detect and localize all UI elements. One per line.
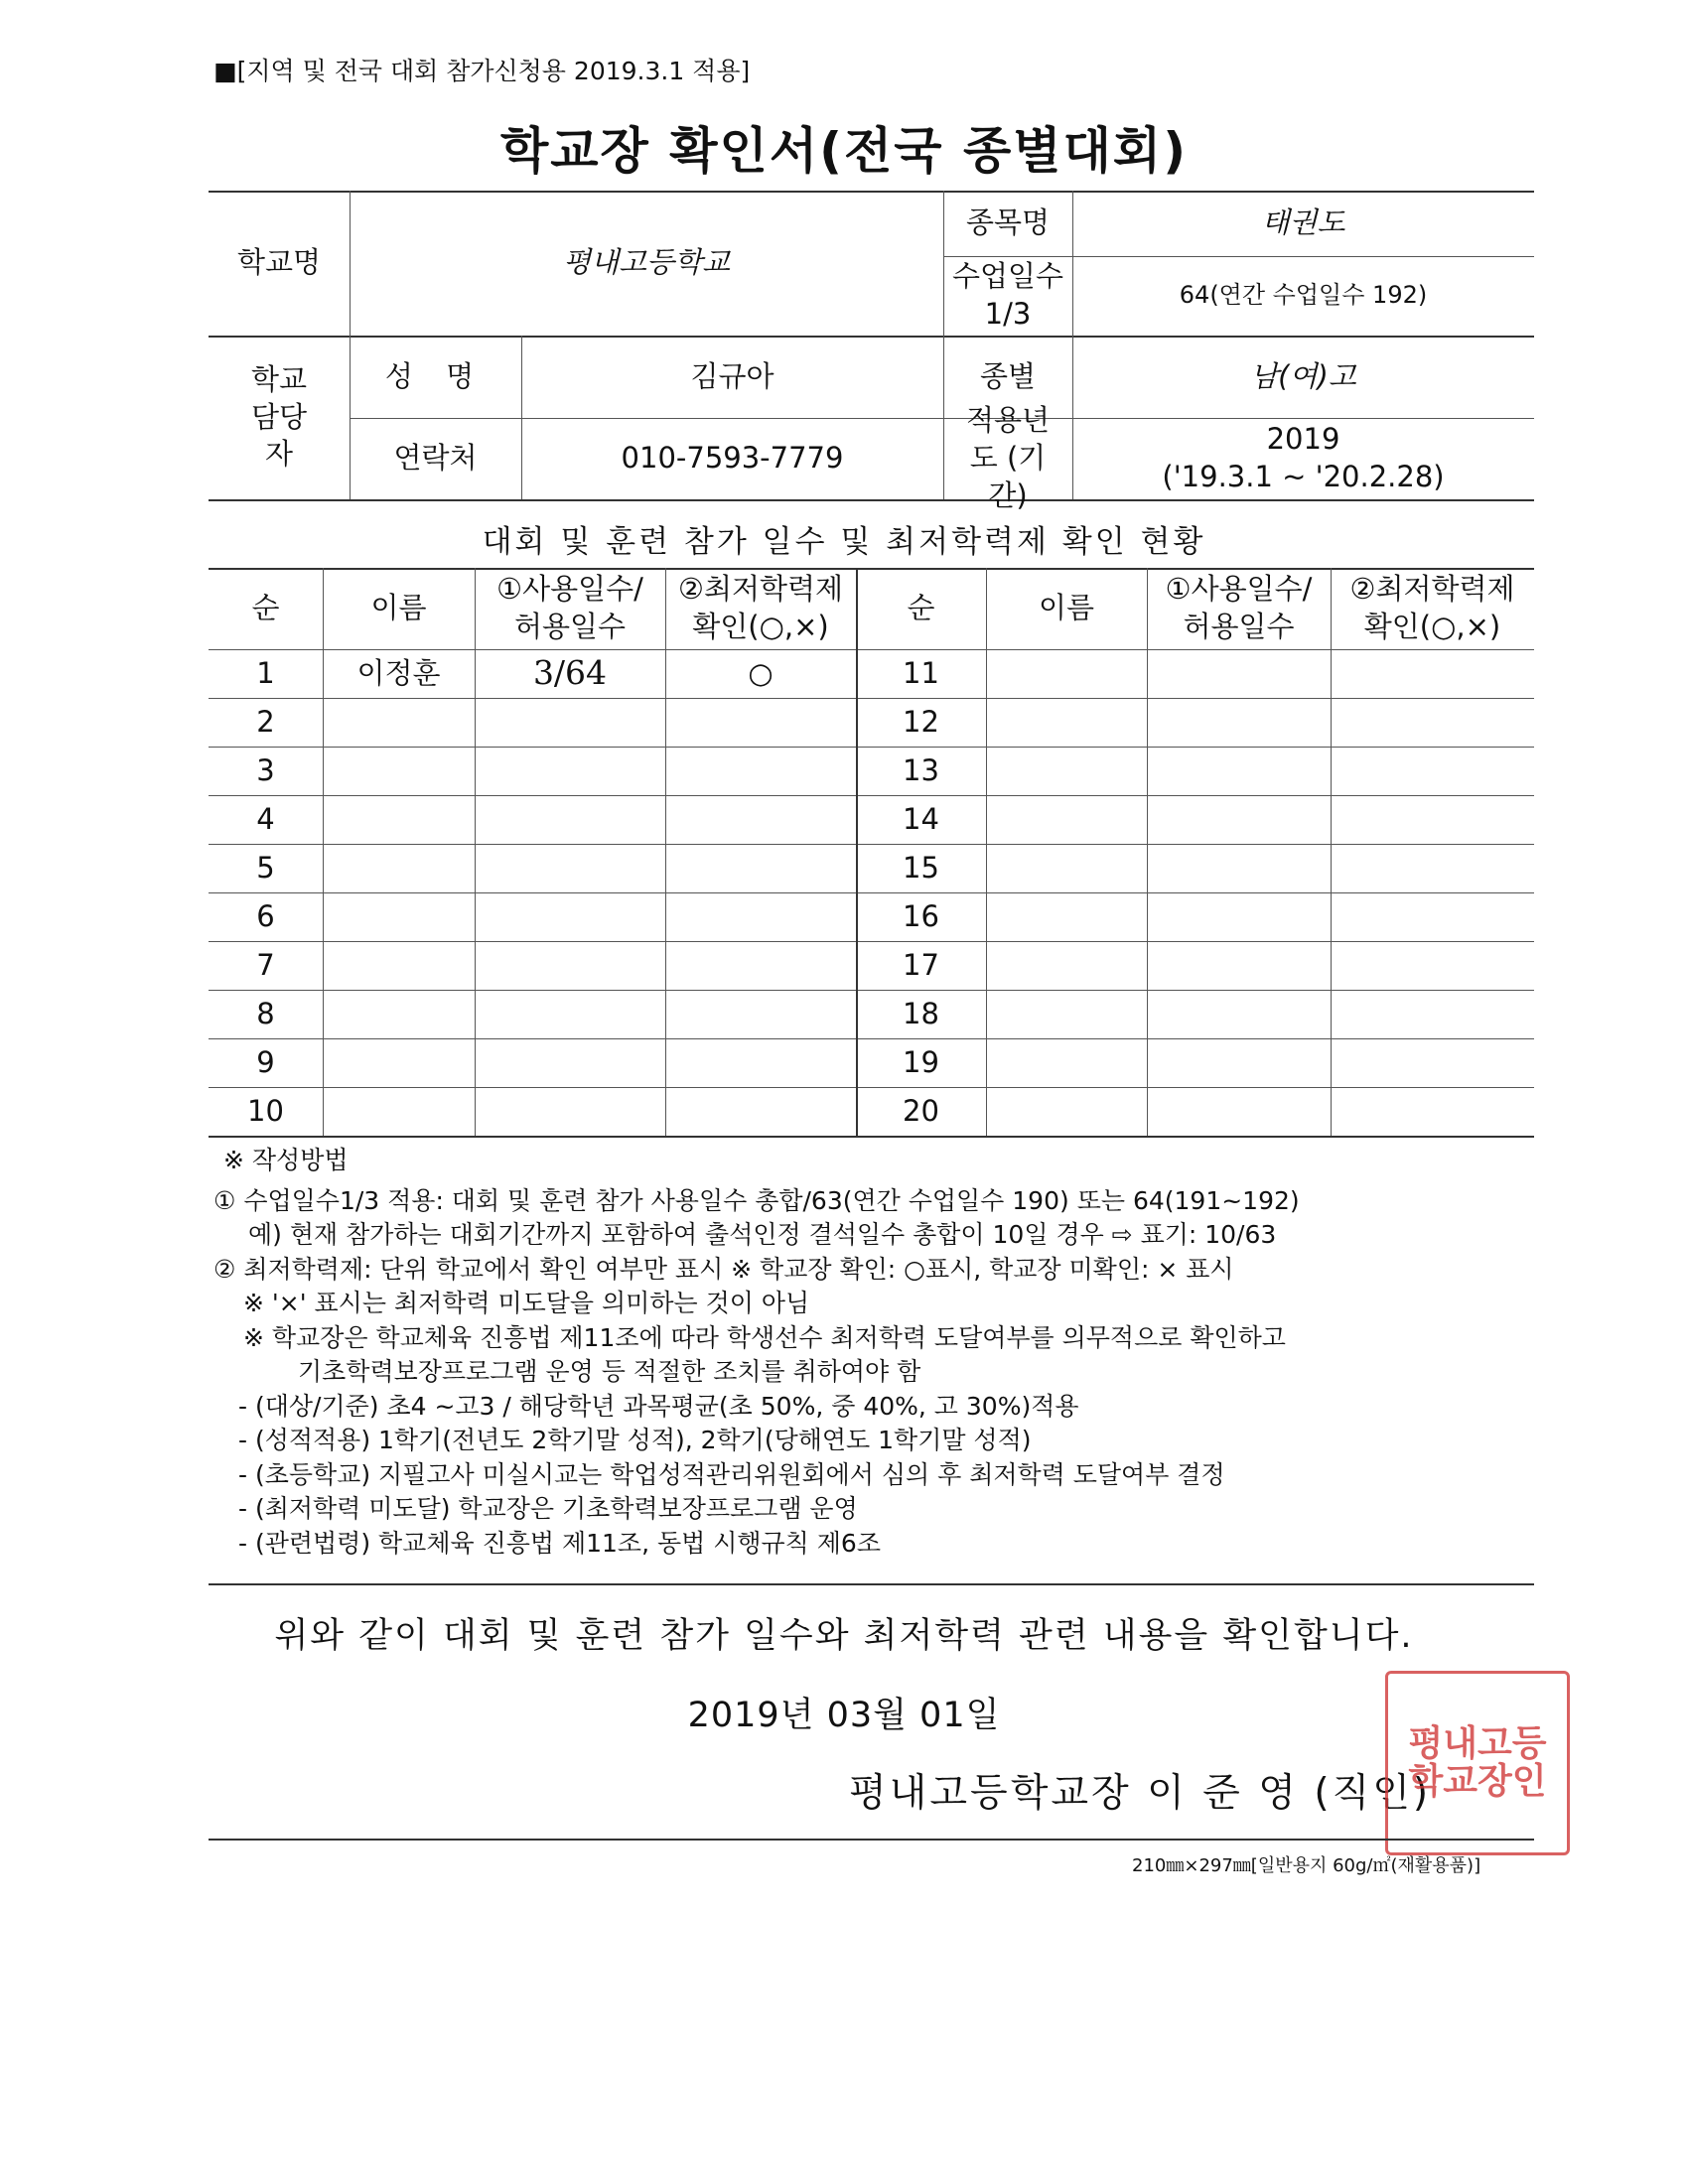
header-name: 이름	[370, 591, 427, 625]
note-line: - (초등학교) 지필고사 미실시교는 학업성적관리위원회에서 심의 후 최저학력 도달여부 결정	[238, 1459, 1225, 1489]
row-number: 14	[903, 801, 939, 836]
table-col-line	[1147, 568, 1148, 1136]
row-number: 13	[903, 752, 939, 787]
header-no: 순	[907, 591, 935, 625]
confirm-statement: 위와 같이 대회 및 훈련 참가 일수와 최저학력 관련 내용을 확인합니다.	[274, 1616, 1414, 1656]
footer-border	[209, 1839, 1534, 1841]
issue-date: 2019년 03월 01일	[687, 1696, 1001, 1735]
row-number: 11	[903, 655, 939, 690]
principal-signature: 평내고등학교장 이 준 영 (직인)	[849, 1771, 1432, 1816]
info-bottom-border	[209, 499, 1534, 501]
note-line: ② 최저학력제: 단위 학교에서 확인 여부만 표시 ※ 학교장 확인: ○표시, 학교장 미확인: × 표시	[213, 1254, 1234, 1284]
student-name: 이정훈	[356, 655, 441, 690]
period-value: ('19.3.1 ~ '20.2.28)	[1162, 460, 1445, 493]
row-number: 16	[903, 898, 939, 933]
official-seal: 평내고등 학교장인	[1385, 1671, 1570, 1855]
event-label: 종목명	[965, 205, 1051, 240]
notes-bottom-border	[209, 1583, 1534, 1585]
academic-check: ○	[748, 655, 774, 690]
row-number: 2	[256, 704, 275, 739]
header-days: ①사용일수/ 허용일수	[1165, 572, 1313, 643]
school-label: 학교명	[236, 245, 322, 280]
year-value: 2019	[1266, 422, 1340, 457]
note-line: - (관련법령) 학교체육 진흥법 제11조, 동법 시행규칙 제6조	[238, 1528, 881, 1558]
staff-label: 학교 담당자	[250, 361, 308, 472]
name-value: 김규아	[690, 358, 774, 393]
header-check: ②최저학력제 확인(○,×)	[1349, 572, 1515, 643]
row-number: 1	[256, 655, 275, 690]
table-col-line	[986, 568, 987, 1136]
type-label: 종별	[979, 358, 1037, 393]
row-number: 6	[256, 898, 275, 933]
notes-block	[213, 1144, 1300, 1561]
year-value-cell	[1072, 418, 1534, 499]
row-number: 20	[903, 1093, 939, 1128]
note-line: 기초학력보장프로그램 운영 등 적절한 조치를 취하여야 함	[298, 1357, 921, 1386]
event-value: 태권도	[1261, 205, 1345, 240]
days-value: 64(연간 수업일수 192)	[1179, 281, 1428, 310]
note-line: ※ '×' 표시는 최저학력 미도달을 의미하는 것이 아님	[243, 1289, 810, 1317]
contact-value: 010-7593-7779	[621, 441, 844, 476]
table-bottom-border	[209, 1136, 1534, 1138]
row-number: 8	[256, 996, 275, 1030]
note-line: ① 수업일수1/3 적용: 대회 및 훈련 참가 사용일수 총합/63(연간 수업일수 190) 또는 64(191~192)	[213, 1185, 1300, 1215]
days-label: 수업일수 1/3	[951, 259, 1064, 331]
note-line: ※ 학교장은 학교체육 진흥법 제11조에 따라 학생선수 최저학력 도달여부를 의무적으로 확인하고	[243, 1322, 1286, 1352]
note-line: ※ 작성방법	[223, 1146, 349, 1174]
type-value: 남(여)고	[1250, 358, 1356, 393]
row-number: 3	[256, 752, 275, 787]
row-number: 15	[903, 850, 939, 885]
row-number: 5	[256, 850, 275, 885]
used-days: 3/64	[532, 653, 608, 693]
name-label: 성 명	[384, 358, 487, 393]
row-number: 4	[256, 801, 275, 836]
header-no: 순	[251, 591, 280, 625]
paper-spec: 210㎜×297㎜[일반용지 60g/㎡(재활용품)]	[1132, 1855, 1481, 1876]
row-number: 18	[903, 996, 939, 1030]
row-number: 17	[903, 947, 939, 982]
year-label: 적용년도 (기간)	[965, 403, 1051, 512]
row-number: 12	[903, 704, 939, 739]
note-line: - (최저학력 미도달) 학교장은 기초학력보장프로그램 운영	[238, 1494, 858, 1523]
row-number: 9	[256, 1044, 275, 1079]
form-tag: ■[지역 및 전국 대회 참가신청용 2019.3.1 적용]	[213, 57, 751, 85]
header-name: 이름	[1038, 591, 1095, 625]
row-number: 10	[247, 1093, 284, 1128]
contact-label: 연락처	[393, 441, 478, 476]
header-days: ①사용일수/ 허용일수	[496, 572, 643, 643]
note-line: - (성적적용) 1학기(전년도 2학기말 성적), 2학기(당해연도 1학기말 성적)	[238, 1426, 1032, 1454]
row-number: 19	[903, 1044, 939, 1079]
school-value: 평내고등학교	[562, 245, 731, 280]
page-title: 학교장 확인서(전국 종별대회)	[499, 122, 1189, 180]
header-check: ②최저학력제 확인(○,×)	[677, 572, 844, 643]
note-line: 예) 현재 참가하는 대회기간까지 포함하여 출석인정 결석일수 총합이 10일 경우 ⇨ 표기: 10/63	[248, 1220, 1277, 1249]
row-number: 7	[256, 947, 275, 982]
table-col-line	[1331, 568, 1332, 1136]
note-line: - (대상/기준) 초4 ~고3 / 해당학년 과목평균(초 50%, 중 40%, 고 30%)적용	[238, 1391, 1079, 1421]
section-title: 대회 및 훈련 참가 일수 및 최저학력제 확인 현황	[482, 524, 1206, 560]
